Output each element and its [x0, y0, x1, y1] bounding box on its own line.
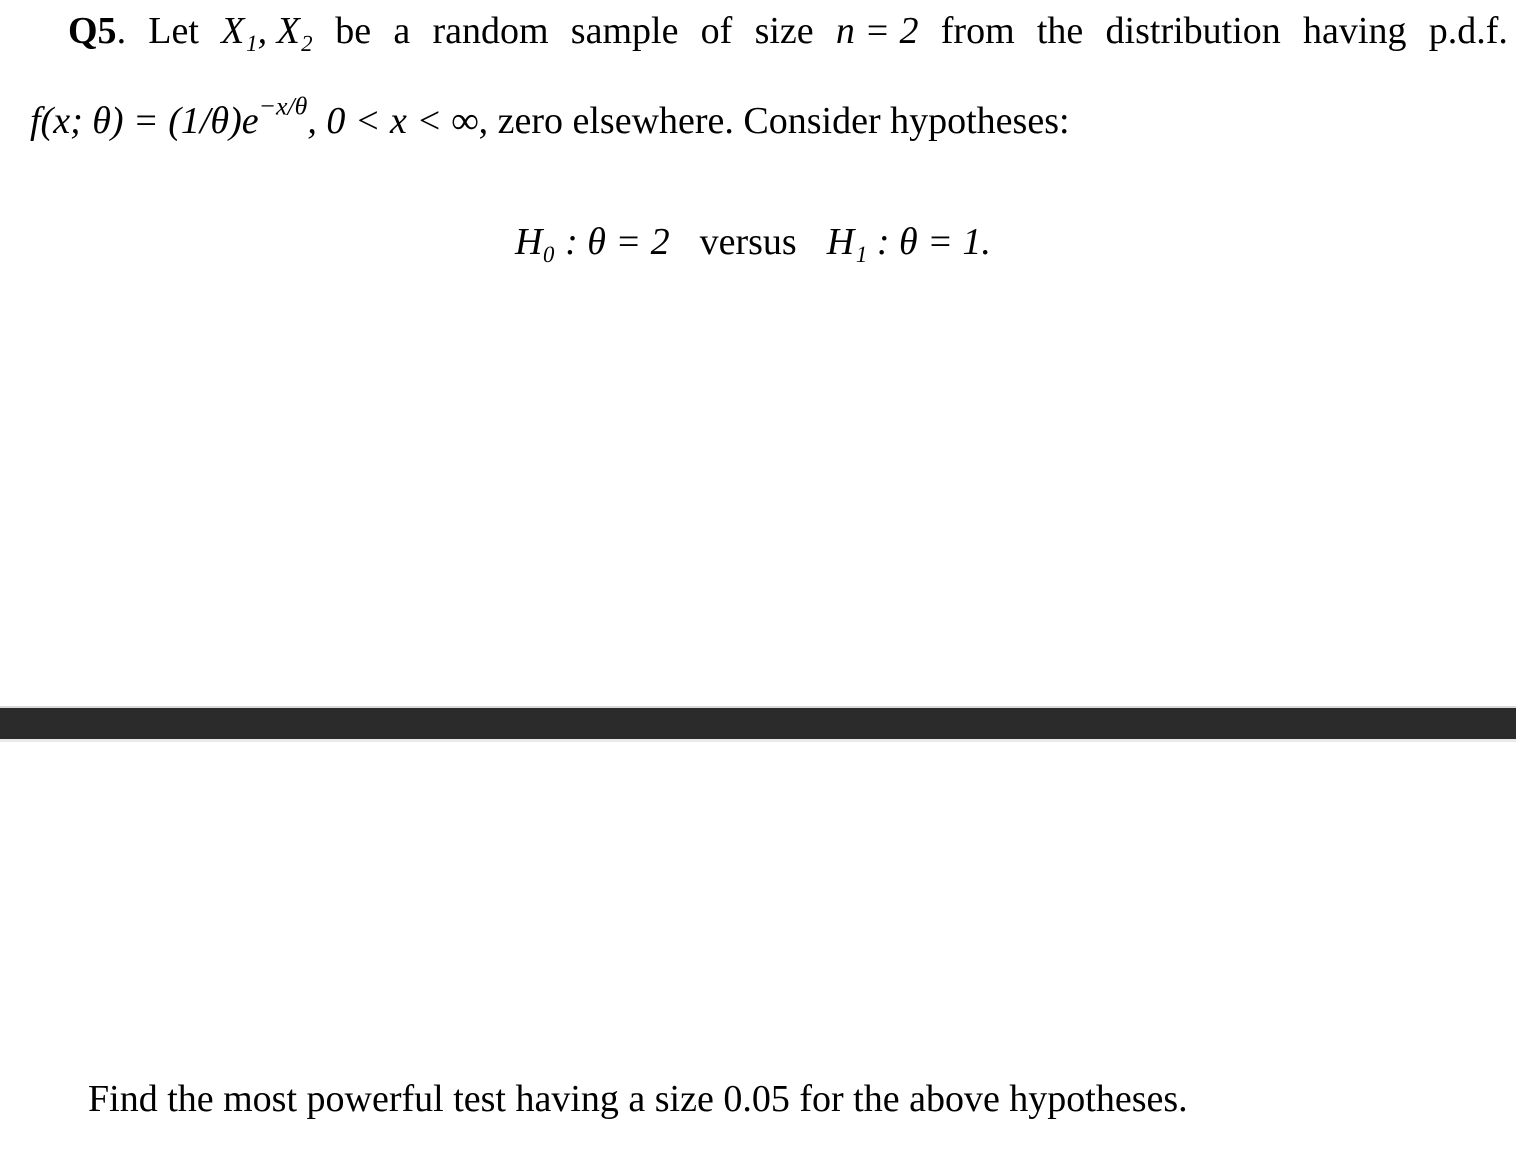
word-pdf: p.d.f.	[1428, 10, 1508, 52]
word-sample: sample	[570, 10, 679, 52]
test-size-value: 0.05	[723, 1078, 790, 1120]
null-hypothesis: H₀ : θ = 2	[515, 221, 670, 263]
word-the: the	[1036, 10, 1084, 52]
section-divider-bar	[0, 706, 1516, 742]
word-having: having	[1303, 10, 1407, 52]
word-be: be	[335, 10, 372, 52]
question-label: Q5.	[68, 10, 127, 52]
pdf-formula: f(x; θ) = (1/θ)e	[30, 100, 259, 142]
word-size: size	[754, 10, 814, 52]
question-line-2	[30, 91, 1070, 142]
word-of: of	[700, 10, 733, 52]
pdf-domain: , 0 < x < ∞	[307, 100, 479, 142]
task-text-start: Find the most powerful test having a size	[88, 1078, 724, 1120]
pdf-exponent: −x/θ	[258, 91, 308, 121]
word-a: a	[393, 10, 411, 52]
sample-variables: X₁, X₂	[221, 10, 314, 52]
task-instruction	[88, 1080, 1188, 1118]
task-text-end: for the above hypotheses.	[789, 1078, 1188, 1120]
sample-size-expression: n = 2	[835, 10, 919, 52]
word-random: random	[432, 10, 549, 52]
pdf-support-text: , zero elsewhere. Consider hypotheses:	[478, 100, 1070, 142]
hypothesis-connector: versus	[699, 221, 797, 263]
word-distribution: distribution	[1105, 10, 1281, 52]
hypotheses-line	[515, 223, 991, 261]
word-let: Let	[148, 10, 199, 52]
question-line-1	[68, 12, 1508, 50]
word-from: from	[940, 10, 1015, 52]
alternative-hypothesis: H₁ : θ = 1.	[826, 221, 991, 263]
